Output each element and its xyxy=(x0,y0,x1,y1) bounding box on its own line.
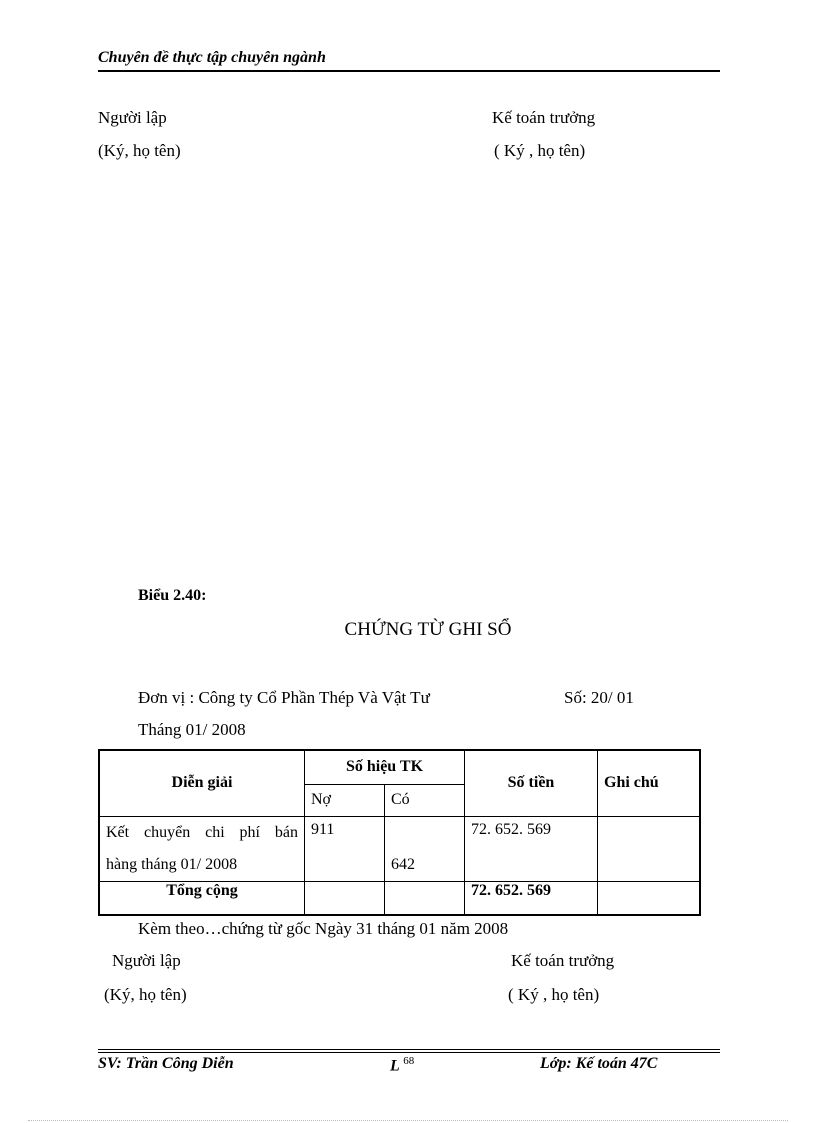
month-line: Tháng 01/ 2008 xyxy=(138,720,246,739)
total-note-empty xyxy=(598,881,701,915)
row-credit: 642 xyxy=(385,816,465,881)
header-debit: Nợ xyxy=(305,784,385,816)
row-amount: 72. 652. 569 xyxy=(465,816,598,881)
top-signer-left-role: Người lập xyxy=(98,108,167,127)
header-credit: Có xyxy=(385,784,465,816)
header-rule xyxy=(98,70,720,72)
document-title: CHỨNG TỪ GHI SỔ xyxy=(344,619,512,640)
table-total-row xyxy=(99,881,700,915)
header-amount: Số tiền xyxy=(465,750,598,816)
footer-student: SV: Trần Công Diễn xyxy=(98,1055,234,1072)
bottom-signer-right-role: Kế toán trưởng xyxy=(511,951,615,970)
document-number: Số: 20/ 01 xyxy=(564,688,634,707)
row-note xyxy=(598,816,701,881)
page-edge-dotted-line xyxy=(28,1120,788,1121)
footer-page-prefix: L xyxy=(390,1057,400,1075)
row-description xyxy=(99,816,305,881)
header-account-group: Số hiệu TK xyxy=(305,750,465,784)
total-credit-empty xyxy=(385,881,465,915)
bottom-signer-left-note: (Ký, họ tên) xyxy=(104,985,187,1004)
top-signer-left-note: (Ký, họ tên) xyxy=(98,141,181,160)
footer-class: Lớp: Kế toán 47C xyxy=(540,1055,658,1072)
form-label: Biểu 2.40: xyxy=(138,587,207,604)
page-header-title: Chuyên đề thực tập chuyên ngành xyxy=(98,49,326,66)
attachment-note: Kèm theo…chứng từ gốc Ngày 31 tháng 01 năm 2008 xyxy=(138,919,509,938)
footer-rule-bottom xyxy=(98,1052,720,1053)
total-debit-empty xyxy=(305,881,385,915)
footer-page-number: 68 xyxy=(403,1055,415,1067)
row-description-line1: Kết chuyển chi phí bán xyxy=(106,823,298,841)
unit-line: Đơn vị : Công ty Cổ Phần Thép Và Vật Tư xyxy=(138,688,430,707)
total-amount: 72. 652. 569 xyxy=(465,881,598,915)
bottom-signer-right-note: ( Ký , họ tên) xyxy=(508,985,600,1004)
ledger-table xyxy=(98,749,701,916)
bottom-signer-left-role: Người lập xyxy=(112,951,181,970)
row-description-line2: hàng tháng 01/ 2008 xyxy=(106,855,238,873)
header-description: Diễn giải xyxy=(99,750,305,816)
total-label: Tổng cộng xyxy=(99,881,305,915)
footer-page xyxy=(390,1055,414,1075)
top-signer-right-note: ( Ký , họ tên) xyxy=(494,141,586,160)
row-debit: 911 xyxy=(305,816,385,881)
header-note: Ghi chú xyxy=(598,750,701,816)
footer-rule-top xyxy=(98,1049,720,1050)
top-signer-right-role: Kế toán trưởng xyxy=(492,108,596,127)
table-row xyxy=(99,816,700,881)
